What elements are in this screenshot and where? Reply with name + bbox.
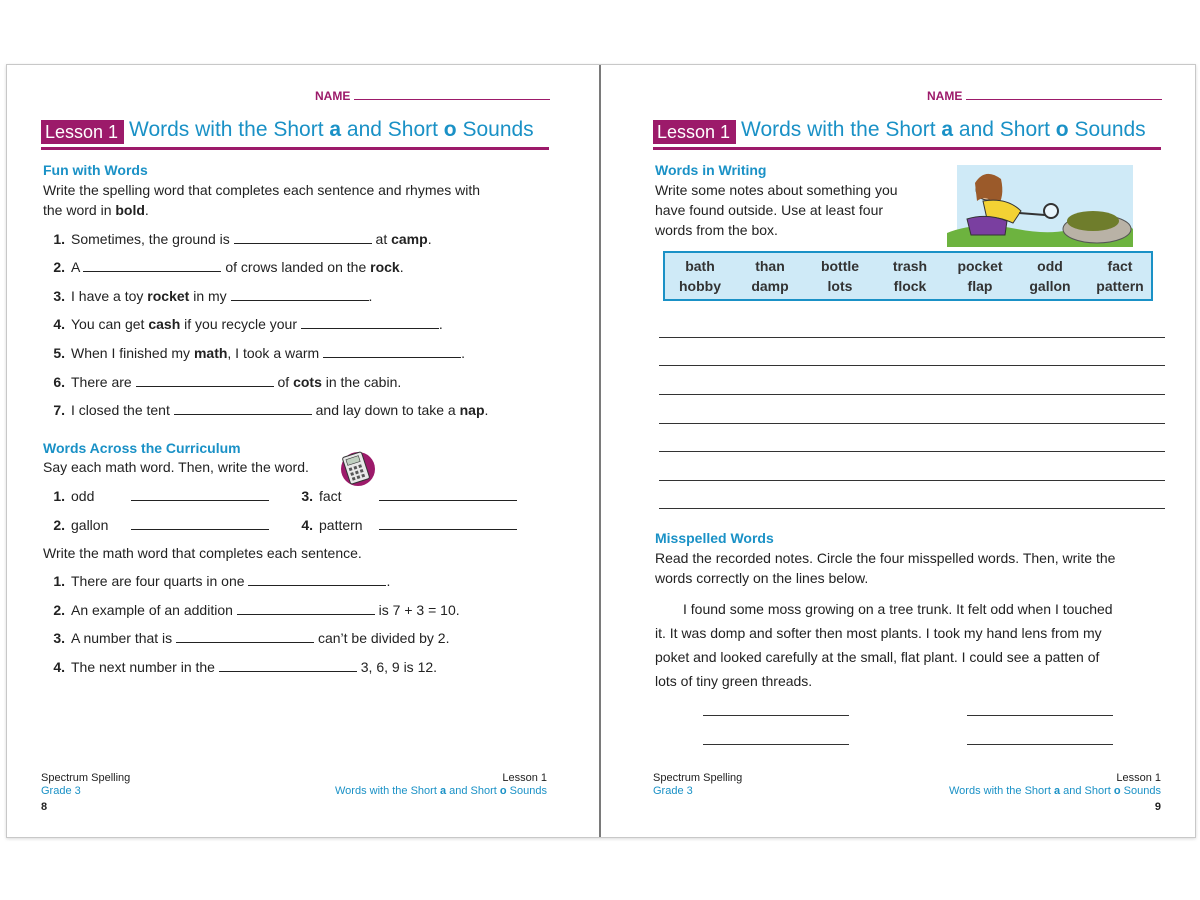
lesson-title-bar (653, 117, 1161, 150)
calculator-icon (340, 451, 376, 487)
rhyme-word: rocket (147, 288, 190, 304)
word-box-word: flap (967, 278, 993, 294)
exercise-item (37, 659, 437, 675)
name-blank[interactable] (354, 89, 550, 100)
intro-line: Write some notes about something you (655, 182, 898, 198)
left-page (7, 65, 597, 837)
name-label: NAME (927, 89, 963, 103)
exercise-item (37, 345, 465, 361)
writing-line[interactable] (659, 480, 1165, 481)
exercise-item (37, 231, 432, 247)
item-text: Sometimes, the ground is (71, 231, 230, 247)
story-line: it. It was domp and softer then most plants. I took my hand lens from my (655, 625, 1102, 641)
item-number: 1. (53, 573, 65, 589)
answer-blank[interactable] (237, 602, 375, 615)
item-number: 5. (53, 345, 65, 361)
exercise-item (37, 316, 443, 332)
girl-with-magnifier-illustration (947, 163, 1133, 247)
footer-title-letter: o (1113, 785, 1121, 797)
math-word-item (285, 488, 517, 504)
section-intro (43, 180, 543, 220)
word-box-word: pattern (1096, 278, 1144, 294)
item-punct: . (461, 345, 465, 361)
word-box-word: gallon (1029, 278, 1071, 294)
section-heading-fun-with-words: Fun with Words (43, 162, 148, 178)
rhyme-word: cots (293, 374, 322, 390)
lesson-tag: Lesson 1 (41, 120, 124, 144)
item-text: There are four quarts in one (71, 573, 245, 589)
title-letter-a: a (941, 118, 954, 141)
name-field (315, 89, 550, 103)
answer-blank[interactable] (323, 345, 461, 358)
item-text: I have a toy (71, 288, 144, 304)
answer-blank[interactable] (301, 316, 439, 329)
item-text: An example of an addition (71, 602, 233, 618)
word-box-word: hobby (679, 278, 721, 294)
item-punct: . (399, 259, 404, 275)
footer-lesson-title (335, 785, 547, 797)
intro-bold: bold (115, 202, 145, 218)
exercise-item (37, 402, 488, 418)
item-number: 2. (53, 517, 65, 533)
lesson-title (741, 118, 1146, 142)
math-word: pattern (319, 517, 363, 533)
name-label: NAME (315, 89, 351, 103)
item-text: I closed the tent (71, 402, 170, 418)
exercise-item (37, 630, 449, 646)
footer-lesson: Lesson 1 (1116, 772, 1161, 784)
item-text: of (277, 374, 290, 390)
writing-line[interactable] (659, 423, 1165, 424)
answer-blank[interactable] (379, 517, 517, 530)
word-box-word: bottle (820, 258, 860, 274)
item-text: at (375, 231, 388, 247)
item-text: in the cabin. (325, 374, 402, 390)
intro-line: Read the recorded notes. Circle the four misspelled words. Then, write the (655, 550, 1116, 566)
item-text: , I took a warm (227, 345, 320, 361)
word-box-word: than (755, 258, 785, 274)
footer-title-part: Sounds (506, 785, 547, 797)
item-number: 3. (53, 630, 65, 646)
page-number: 8 (41, 801, 48, 813)
answer-blank[interactable] (248, 573, 386, 586)
title-part: and Short (341, 118, 444, 141)
lesson-title (129, 118, 534, 142)
footer-title-letter: a (439, 785, 447, 797)
correction-line[interactable] (967, 715, 1113, 716)
footer-title-part: Sounds (1120, 785, 1161, 797)
footer-title-part: Words with the Short (948, 785, 1054, 797)
math-word: odd (71, 488, 95, 504)
footer-lesson-title (949, 785, 1161, 797)
title-part: Sounds (456, 118, 534, 141)
exercise-item (37, 573, 390, 589)
exercise-item (37, 374, 401, 390)
item-number: 3. (53, 288, 65, 304)
section-intro: Say each math word. Then, write the word. (43, 459, 309, 475)
footer-series: Spectrum Spelling (41, 772, 131, 784)
writing-line[interactable] (659, 394, 1165, 395)
item-text: There are (71, 374, 132, 390)
item-text: The next number in the (71, 659, 215, 675)
rhyme-word: nap (459, 402, 485, 418)
footer-title-letter: a (1053, 785, 1061, 797)
word-box-word: damp (751, 278, 789, 294)
exercise-item (37, 602, 460, 618)
answer-blank[interactable] (131, 517, 269, 530)
footer-title-part: and Short (1060, 785, 1114, 797)
section-heading-across-curriculum: Words Across the Curriculum (43, 440, 241, 456)
name-blank[interactable] (966, 89, 1162, 100)
item-punct: . (386, 573, 391, 589)
story-line: poket and looked carefully at the small, flat plant. I could see a patten of (655, 649, 1100, 665)
lesson-title-bar (41, 117, 549, 150)
answer-blank[interactable] (131, 488, 269, 501)
section-intro (655, 180, 945, 240)
item-number: 1. (53, 231, 65, 247)
item-text: is 7 + 3 = 10. (378, 602, 460, 618)
item-punct: . (438, 316, 443, 332)
item-text: When I finished my (71, 345, 191, 361)
writing-line[interactable] (659, 508, 1165, 509)
math-word-item (37, 517, 269, 533)
title-letter-o: o (1055, 118, 1069, 141)
footer-series: Spectrum Spelling (653, 772, 743, 784)
footer-title-part: Words with the Short (334, 785, 440, 797)
story-line: lots of tiny green threads. (655, 673, 813, 689)
answer-blank[interactable] (174, 402, 312, 415)
word-box-word: odd (1037, 258, 1063, 274)
correction-line[interactable] (703, 715, 849, 716)
footer-lesson: Lesson 1 (502, 772, 547, 784)
footer-title-part: and Short (446, 785, 500, 797)
rhyme-word: math (193, 345, 228, 361)
answer-blank[interactable] (136, 374, 274, 387)
item-punct: . (427, 231, 432, 247)
math-word: gallon (71, 517, 109, 533)
title-letter-o: o (443, 118, 457, 141)
section-intro (655, 548, 1165, 588)
answer-blank[interactable] (83, 259, 221, 272)
page-number: 9 (1154, 801, 1161, 813)
item-text: You can get (71, 316, 145, 332)
word-box-word: flock (893, 278, 927, 294)
item-text: of crows landed on the (225, 259, 367, 275)
title-part: Sounds (1068, 118, 1146, 141)
item-number: 2. (53, 602, 65, 618)
item-text: in my (193, 288, 227, 304)
footer-grade: Grade 3 (653, 785, 693, 797)
item-number: 6. (53, 374, 65, 390)
rhyme-word: cash (148, 316, 181, 332)
math-word-item (285, 517, 517, 533)
workbook-spread (6, 64, 1196, 838)
correction-line[interactable] (703, 744, 849, 745)
rhyme-word: rock (370, 259, 400, 275)
lesson-tag: Lesson 1 (653, 120, 736, 144)
item-number: 4. (53, 659, 65, 675)
name-field (927, 89, 1162, 103)
recorded-notes-paragraph (655, 597, 1155, 693)
answer-blank[interactable] (231, 288, 369, 301)
answer-blank[interactable] (379, 488, 517, 501)
word-box (663, 251, 1153, 301)
item-punct: . (368, 288, 373, 304)
story-line: I found some moss growing on a tree trunk. It felt odd when I touched (683, 601, 1113, 617)
item-punct: . (484, 402, 489, 418)
item-text: A number that is (71, 630, 173, 646)
item-number: 7. (53, 402, 65, 418)
intro-line: words from the box. (655, 222, 778, 238)
section-heading-words-in-writing: Words in Writing (655, 162, 767, 178)
intro-punct: . (144, 202, 149, 218)
math-word: fact (319, 488, 342, 504)
item-number: 2. (53, 259, 65, 275)
intro-line: Write the spelling word that completes each sentence and rhymes with (43, 182, 481, 198)
section-intro: Write the math word that completes each sentence. (43, 545, 362, 561)
math-word-item (37, 488, 269, 504)
word-box-word: fact (1107, 258, 1133, 274)
intro-line: have found outside. Use at least four (655, 202, 884, 218)
answer-blank[interactable] (176, 630, 314, 643)
writing-line[interactable] (659, 451, 1165, 452)
rhyme-word: camp (391, 231, 428, 247)
item-text: can’t be divided by 2. (317, 630, 450, 646)
correction-line[interactable] (967, 744, 1113, 745)
word-box-word: trash (892, 258, 928, 274)
intro-line: words correctly on the lines below. (655, 570, 869, 586)
writing-line[interactable] (659, 337, 1165, 338)
item-text: A (71, 259, 80, 275)
title-part: Words with the Short (741, 118, 942, 141)
word-box-word: pocket (957, 258, 1003, 274)
answer-blank[interactable] (234, 231, 372, 244)
footer-title-letter: o (499, 785, 507, 797)
exercise-item (37, 288, 372, 304)
writing-line[interactable] (659, 365, 1165, 366)
item-text: if you recycle your (184, 316, 297, 332)
title-part: Words with the Short (129, 118, 330, 141)
item-number: 3. (301, 488, 313, 504)
word-box-word: bath (685, 258, 715, 274)
title-letter-a: a (329, 118, 342, 141)
intro-line: the word in (43, 202, 116, 218)
item-text: 3, 6, 9 is 12. (360, 659, 438, 675)
exercise-item (37, 259, 404, 275)
item-text: and lay down to take a (315, 402, 456, 418)
answer-blank[interactable] (219, 659, 357, 672)
book-spine (599, 65, 601, 837)
title-part: and Short (953, 118, 1056, 141)
right-page (603, 65, 1193, 837)
item-number: 1. (53, 488, 65, 504)
section-heading-misspelled-words: Misspelled Words (655, 530, 774, 546)
item-number: 4. (301, 517, 313, 533)
item-number: 4. (53, 316, 65, 332)
word-box-word: lots (827, 278, 853, 294)
footer-grade: Grade 3 (41, 785, 81, 797)
